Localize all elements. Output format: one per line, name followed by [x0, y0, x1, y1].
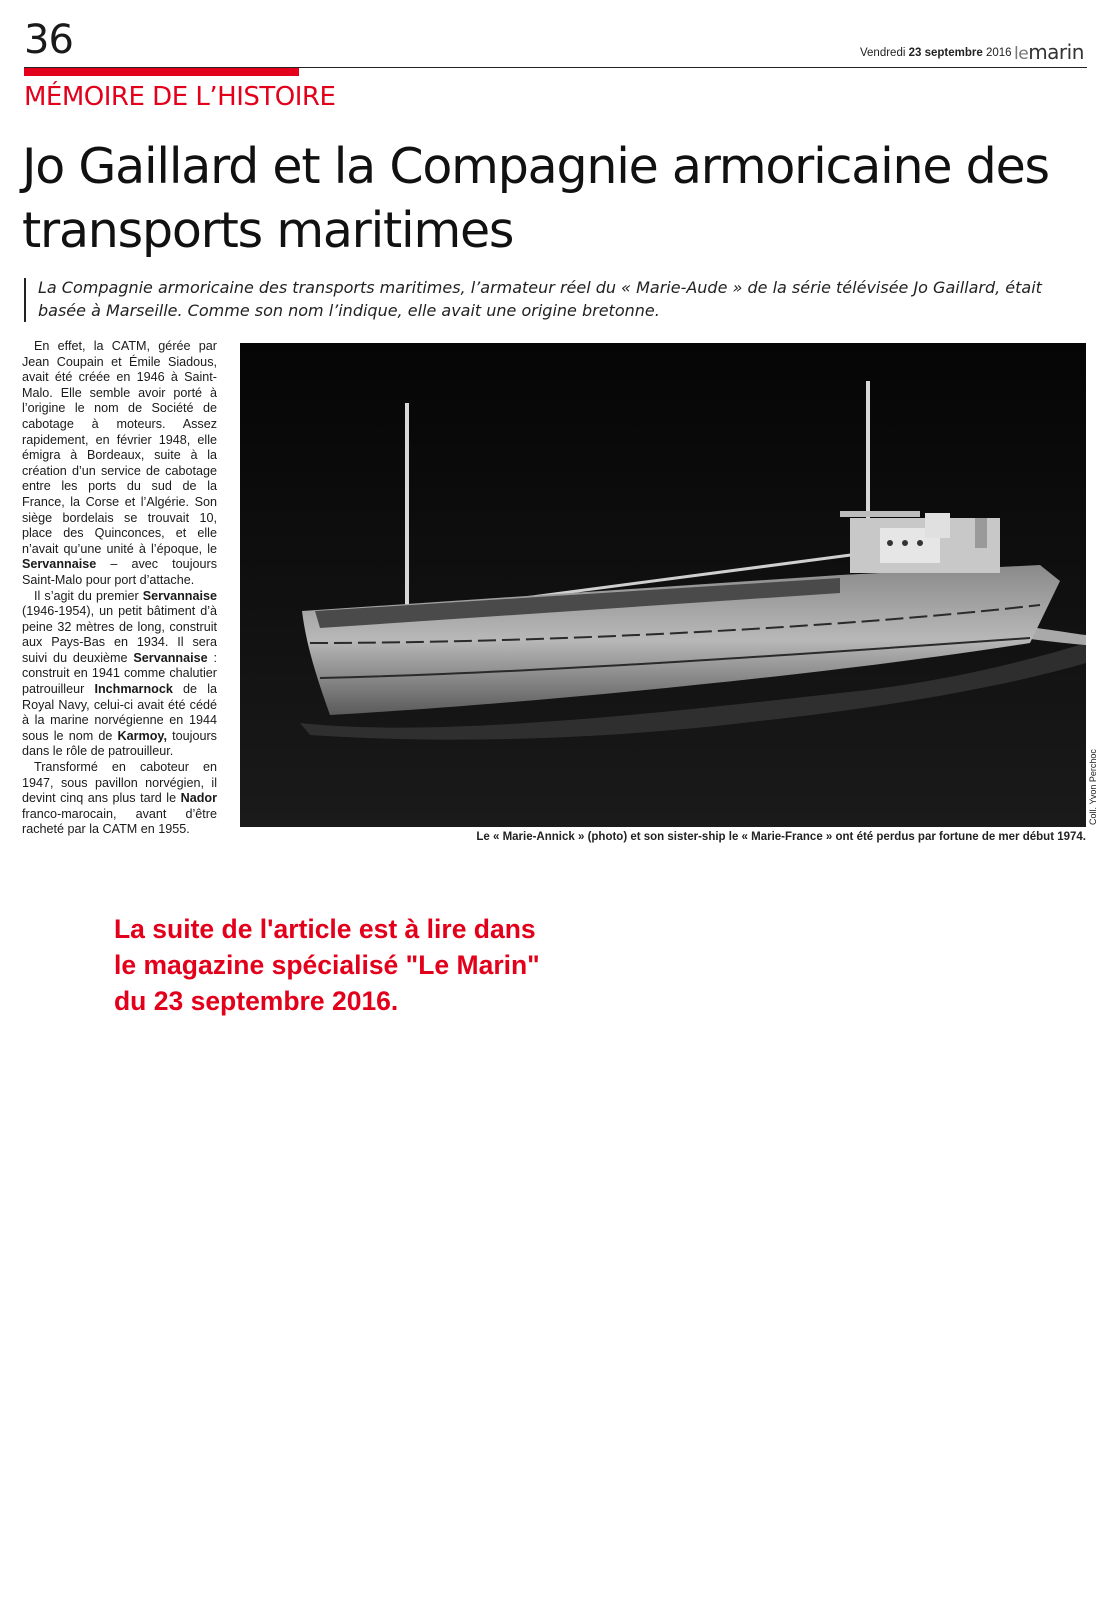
photo-caption: Le « Marie-Annick » (photo) et son sister-ship le « Marie-France » ont été perdus par fortune de mer début 1974. [476, 831, 1086, 843]
section-title: MÉMOIRE DE L’HISTOIRE [24, 82, 336, 112]
ship-name: Inchmarnock [94, 682, 173, 697]
publication-logo [1014, 40, 1084, 64]
photo-credit: Coll. Yvon Perchoc [1088, 749, 1098, 825]
notice-line: La suite de l'article est à lire dans [114, 914, 536, 944]
logo-marin: marin [1028, 40, 1084, 64]
logo-le: le [1014, 44, 1029, 64]
page-number: 36 [24, 17, 73, 63]
issue-date [860, 47, 1012, 59]
continuation-notice [114, 911, 634, 1019]
ship-name: Karmoy, [117, 728, 168, 743]
body-paragraph: Il s’agit du premier Servannaise (1946-1954), un petit bâtiment d’à peine 32 mètres de long, construit aux Pays-Bas en 1934. Il sera suivi du deuxième Servannaise : construit en 1941 comme chalutier patrouilleur Inchmarnock de la Royal Navy, celui-ci avait été cédé à la marine norvégienne en 1944 sous le nom de Karmoy, toujours dans le rôle de patrouilleur. [22, 588, 217, 759]
ship-name: Servannaise [142, 588, 217, 603]
notice-line: le magazine spécialisé "Le Marin" [114, 950, 540, 980]
section-accent-bar [24, 68, 299, 76]
body-paragraph: Transformé en caboteur en 1947, sous pavillon norvégien, il devint cinq ans plus tard le Nador franco-marocain, avant d’être racheté par la CATM en 1955. [22, 760, 217, 837]
article-lead: La Compagnie armoricaine des transports maritimes, l’armateur réel du « Marie-Aude » de la série télévisée Jo Gaillard, était basée à Marseille. Comme son nom l’indique, elle avait une origine bretonne. [38, 278, 1042, 320]
article-body [22, 339, 217, 847]
ship-photo [240, 343, 1086, 827]
article-headline: Jo Gaillard et la Compagnie armoricaine des transports maritimes [22, 138, 1049, 259]
issue-date-prefix: Vendredi [860, 47, 909, 59]
lead-marker [24, 278, 26, 322]
ship-name: Servannaise [133, 650, 208, 665]
issue-date-year: 2016 [982, 47, 1012, 59]
notice-line: du 23 septembre 2016. [114, 986, 399, 1016]
body-paragraph: En effet, la CATM, gérée par Jean Coupain et Émile Siadous, avait été créée en 1946 à Saint-Malo. Elle semble avoir porté à l’origine le nom de Société de cabotage à moteurs. Assez rapidement, en février 1948, elle émigra à Bordeaux, suite à la création d’un service de cabotage entre les ports du sud de la France, la Corse et l’Algérie. Son siège bordelais se trouvait 10, place des Quinconces, et elle n’avait qu’une unité à l’époque, le Servannaise – avec toujours Saint-Malo pour port d’attache. [22, 339, 217, 587]
ship-name: Servannaise [22, 557, 97, 572]
ship-name: Nador [180, 791, 217, 806]
issue-date-day: 23 septembre [908, 47, 983, 59]
